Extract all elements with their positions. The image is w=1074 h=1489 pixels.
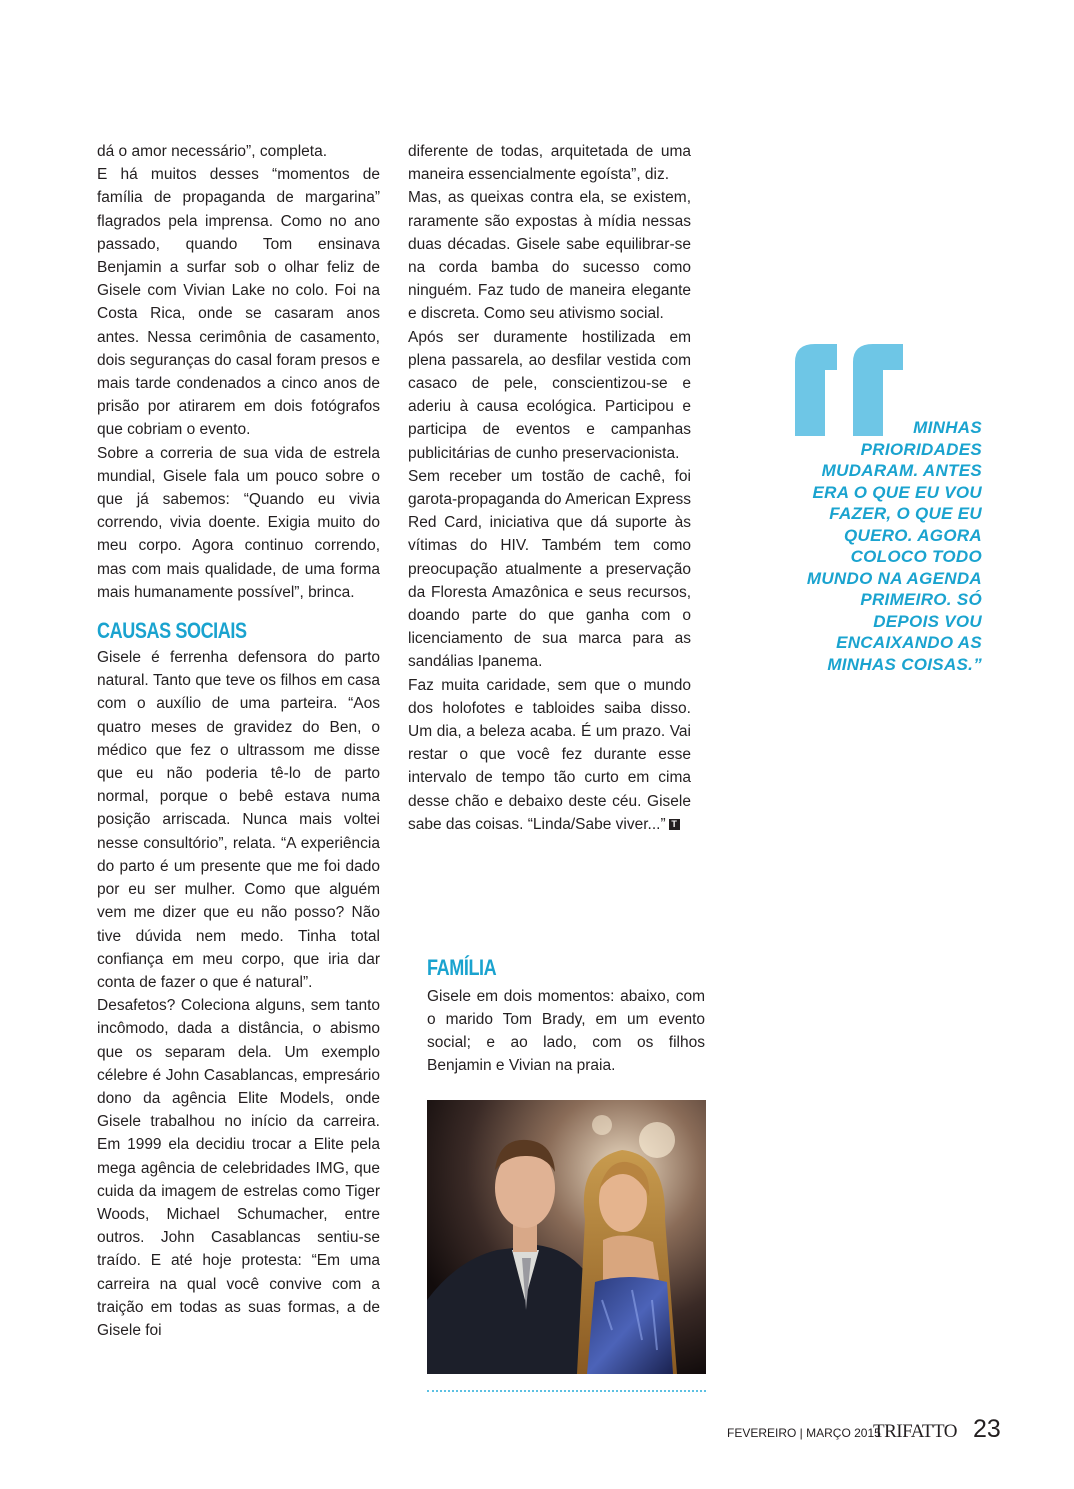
paragraph: Sobre a correria de sua vida de estrela mundial, Gisele fala um pouco sobre o que já sabemos: “Quando eu vivia correndo, vivia doente. Exigia muito do meu corpo. Agora continuo correndo, mas com mais qualidade, de uma forma mais humanamente possível”, brinca. <box>97 444 380 601</box>
magazine-brand: TRIFATTO <box>873 1421 957 1442</box>
paragraph: Desafetos? Coleciona alguns, sem tanto incômodo, dada a distância, o abismo que os separam dela. Um exemplo célebre é John Casablancas, empresário dono da agência Elite Models, onde Gisele trabalhou no início da carreira. Em 1999 ela decidiu trocar a Elite pela mega agência de celebridades IMG, que cuida da imagem de estrelas como Tiger Woods, Michael Schumacher, entre outros. John Casablancas sentiu-se traído. E até hoje protesta: “Em uma carreira na qual você convive com a traição em todas as suas formas, a de Gisele foi <box>97 997 380 1339</box>
paragraph: Mas, as queixas contra ela, se existem, raramente são expostas à mídia nessas duas décadas. Gisele sabe equilibrar-se na corda bamba do sucesso como ninguém. Faz tudo de maneira elegante e discreta. Como seu ativismo social. <box>408 189 691 323</box>
paragraph: Sem receber um tostão de cachê, foi garota-propaganda do American Express Red Card, iniciativa que dá suporte às vítimas do HIV. Também tem como preocupação atualmente a preservação da Floresta Amazônica e seus recursos, doando parte do que ganha com o licenciamento de sua marca para as sandálias Ipanema. <box>408 467 691 671</box>
paragraph-text: Faz muita caridade, sem que o mundo dos holofotes e tabloides saiba disso. Um dia, a beleza acaba. É um prazo. Vai restar o que você fez durante esse intervalo de tempo tão curto em cima desse chão e debaixo deste céu. Gisele sabe das coisas. “Linda/Sabe viver...” <box>408 676 691 833</box>
paragraph: dá o amor necessário”, completa. <box>97 143 328 160</box>
pull-quote: MINHAS PRIORIDADES MUDARAM. ANTES ERA O QUE EU VOU FAZER, O QUE EU QUERO. AGORA COLOCO TODO MUNDO NA AGENDA PRIMEIRO. SÓ DEPOIS VOU ENCAIXANDO AS MINHAS COISAS.” <box>806 418 982 674</box>
dotted-divider <box>427 1390 706 1392</box>
page-number: 23 <box>973 1415 1001 1443</box>
section-heading-causas-sociais: CAUSAS SOCIAIS <box>97 618 247 644</box>
article-column-1 <box>97 140 380 1342</box>
photo-caption-box <box>427 955 705 1077</box>
paragraph: E há muitos desses “momentos de família de propaganda de margarina” flagrados pela imprensa. Como no ano passado, quando Tom ensinava Benjamin a surfar sob o olhar feliz de Gisele com Vivian Lake no colo. Foi na Costa Rica, onde se casaram anos antes. Nessa cerimônia de casamento, dois seguranças do casal foram presos e mais tarde condenados a cinco anos de prisão por atirarem em dois fotógrafos que cobriam o evento. <box>97 166 380 439</box>
paragraph: diferente de todas, arquitetada de uma maneira essencialmente egoísta”, diz. <box>408 143 691 184</box>
article-column-2 <box>408 140 691 836</box>
caption-heading-familia: FAMÍLIA <box>427 955 497 980</box>
end-of-article-mark: T <box>669 819 680 830</box>
couple-photo <box>427 1100 706 1374</box>
paragraph-final <box>408 674 691 836</box>
issue-date: FEVEREIRO | MARÇO 2015 <box>727 1426 881 1440</box>
paragraph: Após ser duramente hostilizada em plena passarela, ao desfilar vestida com casaco de pele, conscientizou-se e aderiu à causa ecológica. Participou e participa de eventos e campanhas publicitárias de cunho preservacionista. <box>408 328 691 462</box>
paragraph: Gisele é ferrenha defensora do parto natural. Tanto que teve os filhos em casa com o auxílio de uma parteira. “Aos quatro meses de gravidez do Ben, o médico que fez o ultrassom me disse que eu não poderia tê-lo de parto normal, porque o bebê estava numa posição arriscada. Nunca mais voltei nesse consultório”, relata. “A experiência do parto é um presente que me foi dado por eu ser mulher. Como que alguém vem me dizer que eu não posso? Não tive dúvida nem medo. Tinha total confiança em meu corpo, que iria dar conta de fazer o que é natural”. <box>97 649 380 991</box>
couple-photo-illustration <box>427 1100 706 1374</box>
photo-caption: Gisele em dois momentos: abaixo, com o marido Tom Brady, em um evento social; e ao lado, com os filhos Benjamin e Vivian na praia. <box>427 988 705 1074</box>
